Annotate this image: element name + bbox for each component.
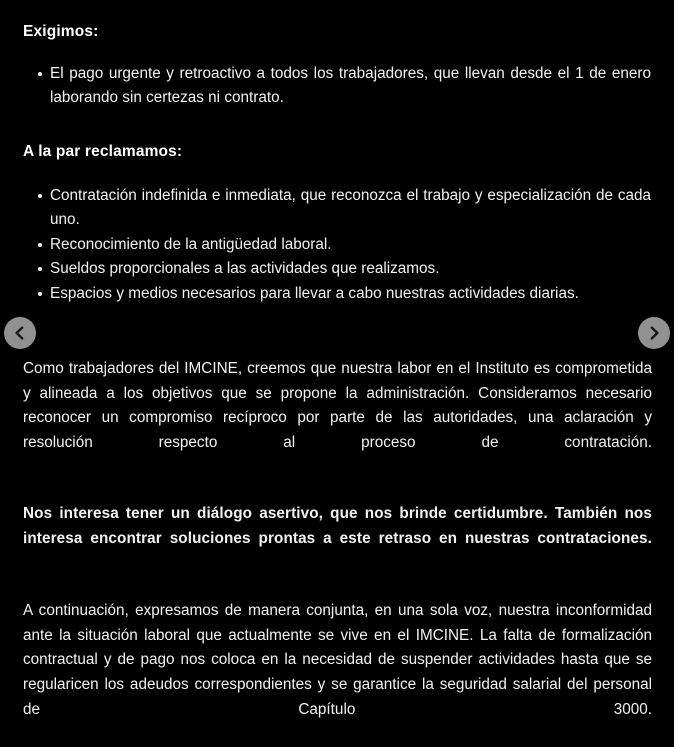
carousel-prev-button[interactable] [4,317,36,349]
carousel-next-button[interactable] [638,317,670,349]
section-heading-exigimos: Exigimos: [23,23,99,40]
list-item: Contratación indefinida e inmediata, que reconozca el trabajo y especialización de cada uno. [23,184,652,233]
chevron-right-icon [646,325,662,341]
section-heading-reclamamos: A la par reclamamos: [23,142,183,160]
paragraph-closing: A continuación, expresamos de manera conjunta, en una sola voz, nuestra inconformidad ante la situación laboral que actualmente se vive en el IMCINE. La falta de formalización contractual y de pago nos coloca en la necesidad de suspender actividades hasta que se regularicen los adeudos correspondientes y se garantice la seguridad salarial del personal de Capítulo 3000. [23,602,652,718]
claims-list [23,184,652,306]
list-item: El pago urgente y retroactivo a todos los trabajadores, que llevan desde el 1 de enero laborando sin certezas ni contrato. [23,62,652,111]
chevron-left-icon [12,325,28,341]
paragraph-emphasis: Nos interesa tener un diálogo asertivo, que nos brinde certidumbre. También nos interesa encontrar soluciones prontas a este retraso en nuestras contrataciones. [23,505,652,547]
list-item: Reconocimiento de la antigüedad laboral. [23,233,652,257]
demands-list [23,62,652,111]
list-item: Sueldos proporcionales a las actividades que realizamos. [23,257,652,281]
paragraph-intro: Como trabajadores del IMCINE, creemos que nuestra labor en el Instituto es comprometida y alineada a los objetivos que se propone la administración. Consideramos necesario reconocer un compromiso recíproco por parte de las autoridades, una aclaración y resolución respecto al proceso de contratación. [23,360,652,451]
list-item: Espacios y medios necesarios para llevar a cabo nuestras actividades diarias. [23,282,652,306]
